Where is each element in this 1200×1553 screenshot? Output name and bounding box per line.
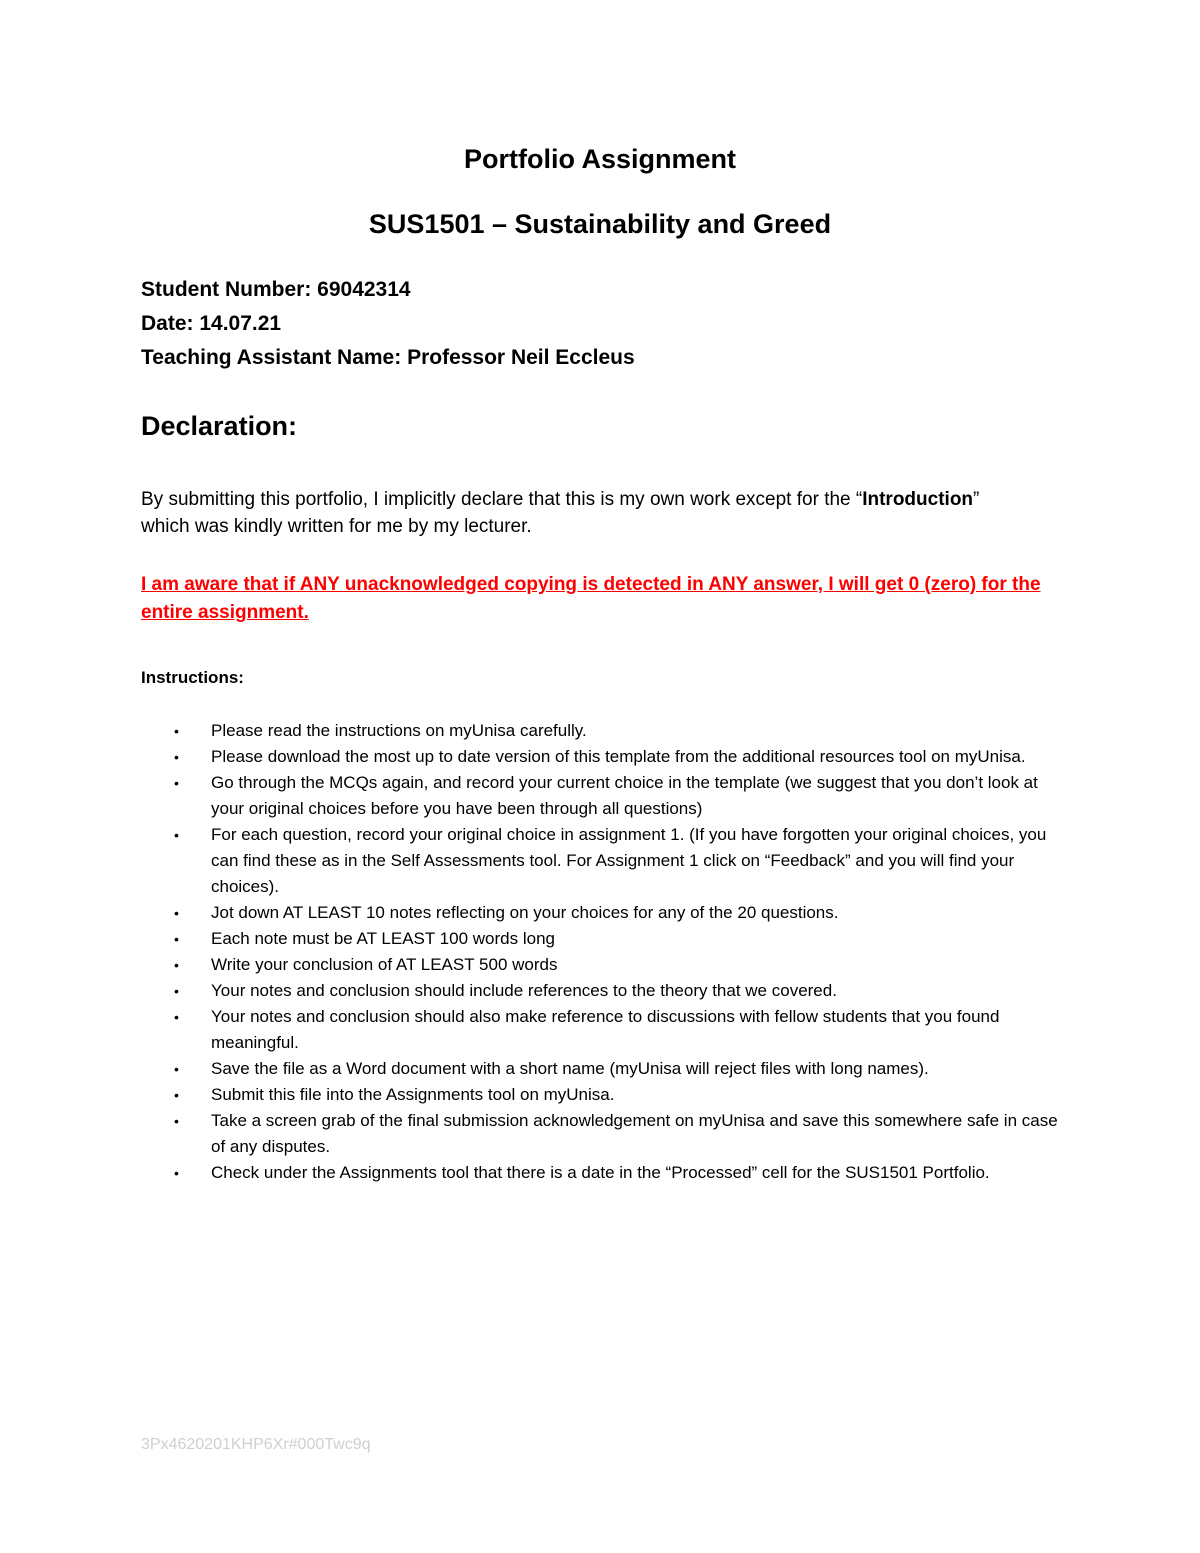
- list-item: [141, 1108, 1071, 1160]
- list-item-text: Save the file as a Word document with a short name (myUnisa will reject files with long names).: [211, 1059, 929, 1078]
- declaration-text-part-1: By submitting this portfolio, I implicitly declare that this is my own work except for the “: [141, 489, 863, 510]
- teaching-assistant: Teaching Assistant Name: Professor Neil Eccleus: [141, 346, 635, 369]
- declaration-text-part-2: ” which was kindly written for me by my lecturer.: [141, 489, 980, 537]
- bullet-icon: •: [174, 1087, 179, 1103]
- bullet-icon: •: [174, 1113, 179, 1129]
- document-subtitle: SUS1501 – Sustainability and Greed: [368, 209, 832, 239]
- list-item: [141, 744, 1071, 770]
- list-item-text: Your notes and conclusion should include references to the theory that we covered.: [211, 981, 837, 1000]
- list-item: [141, 770, 1071, 822]
- declaration-text: [141, 486, 1021, 540]
- list-item-text: Write your conclusion of AT LEAST 500 words: [211, 955, 558, 974]
- list-item-text: Jot down AT LEAST 10 notes reflecting on your choices for any of the 20 questions.: [211, 903, 839, 922]
- list-item: [141, 900, 1071, 926]
- list-item-text: Submit this file into the Assignments tool on myUnisa.: [211, 1085, 615, 1104]
- list-item: [141, 1056, 1071, 1082]
- bullet-icon: •: [174, 1009, 179, 1025]
- bullet-icon: •: [174, 983, 179, 999]
- bullet-icon: •: [174, 957, 179, 973]
- list-item-text: Please read the instructions on myUnisa carefully.: [211, 721, 587, 740]
- bullet-icon: •: [174, 723, 179, 739]
- document-watermark-code: 3Px4620201KHP6Xr#000Twc9q: [141, 1436, 371, 1453]
- declaration-bold-term: Introduction: [862, 489, 974, 510]
- list-item: [141, 926, 1071, 952]
- list-item: [141, 1160, 1071, 1186]
- bullet-icon: •: [174, 775, 179, 791]
- bullet-icon: •: [174, 1061, 179, 1077]
- list-item: [141, 1004, 1071, 1056]
- instructions-list: [141, 718, 1071, 1186]
- list-item-text: Take a screen grab of the final submission acknowledgement on myUnisa and save this somewhere safe in case of any disputes.: [211, 1111, 1058, 1156]
- list-item-text: For each question, record your original choice in assignment 1. (If you have forgotten your original choices, you can find these as in the Self Assessments tool. For Assignment 1 click on “Feedback” and you will find your choices).: [211, 825, 1047, 896]
- plagiarism-warning: I am aware that if ANY unacknowledged copying is detected in ANY answer, I will get 0 (zero) for the entire assignment.: [141, 574, 1041, 623]
- list-item: [141, 718, 1071, 744]
- list-item: [141, 978, 1071, 1004]
- bullet-icon: •: [174, 1165, 179, 1181]
- list-item-text: Please download the most up to date version of this template from the additional resources tool on myUnisa.: [211, 747, 1026, 766]
- document-title: Portfolio Assignment: [463, 144, 736, 174]
- instructions-heading: Instructions:: [141, 668, 244, 687]
- list-item: [141, 1082, 1071, 1108]
- list-item: [141, 822, 1071, 900]
- bullet-icon: •: [174, 827, 179, 843]
- list-item-text: Each note must be AT LEAST 100 words long: [211, 929, 555, 948]
- list-item-text: Your notes and conclusion should also make reference to discussions with fellow students that you found meaningful.: [211, 1007, 1000, 1052]
- list-item-text: Go through the MCQs again, and record your current choice in the template (we suggest that you don’t look at your original choices before you have been through all questions): [211, 773, 1038, 818]
- list-item: [141, 952, 1071, 978]
- list-item-text: Check under the Assignments tool that there is a date in the “Processed” cell for the SUS1501 Portfolio.: [211, 1163, 990, 1182]
- submission-date: Date: 14.07.21: [141, 312, 282, 335]
- bullet-icon: •: [174, 749, 179, 765]
- bullet-icon: •: [174, 905, 179, 921]
- declaration-heading: Declaration:: [141, 411, 298, 441]
- bullet-icon: •: [174, 931, 179, 947]
- student-details: [141, 273, 635, 375]
- student-number: Student Number: 69042314: [141, 278, 411, 301]
